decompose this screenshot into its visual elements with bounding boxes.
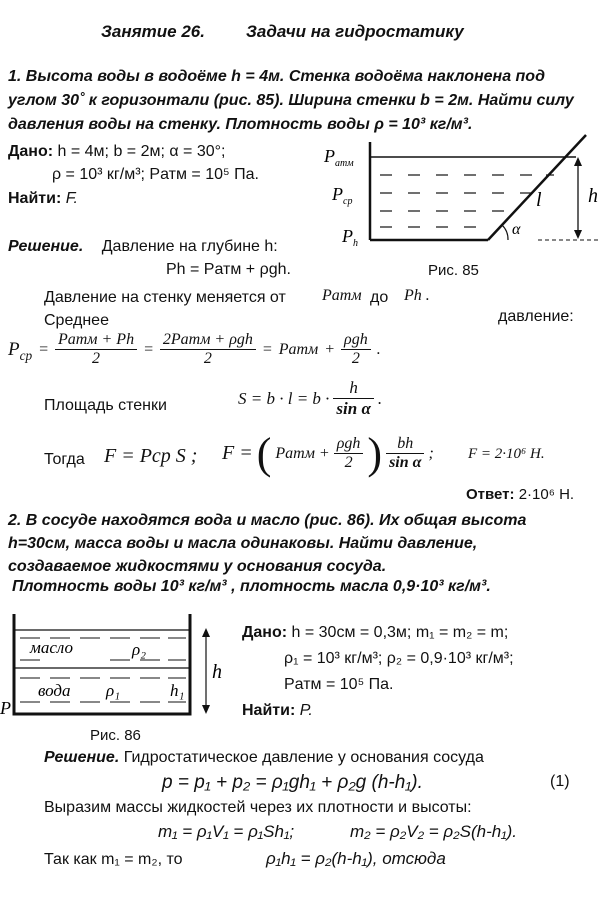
problem2-find-label: Найти: bbox=[242, 702, 296, 719]
lesson-topic: Задачи на гидростатику bbox=[246, 22, 464, 41]
problem1-find-value: F. bbox=[65, 190, 78, 207]
fig85-label-patm: $P_{атм}$ bbox=[324, 146, 354, 169]
problem2-densities: Плотность воды 10³ кг/м³ , плотность масла 0,9·10³ кг/м³. bbox=[12, 578, 491, 595]
fig85-label-ph: $P_h$ bbox=[342, 226, 358, 249]
since-equation: ρ₁h₁ = ρ₂(h-h₁), отсюда bbox=[266, 849, 446, 868]
equation-1-number: (1) bbox=[550, 773, 570, 790]
problem2-line-2: h=30см, масса воды и масла одинаковы. Найти давление, bbox=[8, 535, 478, 552]
area-label: Площадь стенки bbox=[44, 397, 167, 414]
formula-pavg: $P_{ср}$ = $\frac{\text{Pатм + Ph}}{2}$ = $\frac{\text{2Pатм + ρgh}}{2}$ = Pатм + $\frac{\text{ρgh}}{2}$ . bbox=[8, 331, 381, 367]
fig86-label-h1: h₁ bbox=[170, 681, 185, 700]
fig85-angle-arc bbox=[502, 225, 508, 240]
average-word: Среднее bbox=[44, 312, 109, 329]
problem2-find-value: P. bbox=[299, 702, 313, 719]
problem2-line-1: 2. В сосуде находятся вода и масло (рис. 86). Их общая высота bbox=[8, 512, 527, 529]
fig86-h-arrow-top bbox=[202, 628, 210, 637]
problem2-line-3: создаваемое жидкостями у основания сосуда. bbox=[8, 558, 387, 575]
pressure-change-text: Давление на стенку меняется от bbox=[44, 289, 286, 306]
equation-1: p = p₁ + p₂ = ρ₁gh₁ + ρ₂g (h-h₁). bbox=[162, 772, 423, 793]
problem2-given-label: Дано: bbox=[242, 624, 288, 641]
problem1-answer bbox=[466, 486, 574, 503]
formula-f1: F = Pср S ; bbox=[104, 445, 198, 467]
problem1-given-line2: ρ = 10³ кг/м³; Pатм = 10⁵ Па. bbox=[52, 166, 259, 183]
fig85-h-arrow-bottom bbox=[574, 230, 582, 239]
problem2-find bbox=[242, 702, 313, 720]
problem2-solution-text: Гидростатическое давление у основания сосуда bbox=[123, 749, 484, 766]
figure-85-caption: Рис. 85 bbox=[428, 262, 479, 279]
problem1-line-2: углом 30˚ к горизонтали (рис. 85). Ширина стенки b = 2м. Найти силу bbox=[8, 92, 574, 109]
problem1-solution-label: Решение. bbox=[8, 238, 84, 255]
fig86-label-water: вода bbox=[38, 681, 71, 700]
fig86-label-rho2: ρ₂ bbox=[132, 640, 147, 659]
problem2-given-line3: Pатм = 10⁵ Па. bbox=[284, 676, 394, 693]
equation-m1: m₁ = ρ₁V₁ = ρ₁Sh₁; bbox=[158, 822, 295, 841]
pressure-from: Pатм bbox=[322, 287, 362, 304]
problem1-solution-intro: Решение. Давление на глубине h: bbox=[8, 238, 278, 255]
answer-value: 2·10⁶ Н. bbox=[518, 486, 575, 503]
problem2-given-line2: ρ₁ = 10³ кг/м³; ρ₂ = 0,9·10³ кг/м³; bbox=[284, 650, 514, 667]
answer-label: Ответ: bbox=[466, 486, 515, 503]
fig85-slanted-wall bbox=[488, 135, 586, 240]
problem1-given-label: Дано: bbox=[8, 143, 54, 160]
pressure-to-word: до bbox=[370, 289, 389, 306]
figure-86 bbox=[0, 606, 240, 724]
problem1-line-3: давления воды на стенку. Плотность воды ρ = 10³ кг/м³. bbox=[8, 116, 473, 133]
fig85-label-l: l bbox=[536, 189, 542, 211]
fig86-label-h: h bbox=[212, 661, 222, 683]
problem1-find-label: Найти: bbox=[8, 190, 62, 207]
force-value: F = 2·10⁶ Н. bbox=[468, 446, 545, 462]
fig86-h-arrow-bottom bbox=[202, 705, 210, 714]
problem2-given bbox=[242, 624, 508, 642]
problem2-solution bbox=[44, 749, 484, 767]
lesson-number: Занятие 26. bbox=[101, 22, 205, 41]
fig85-label-h: h bbox=[588, 185, 598, 207]
problem1-find bbox=[8, 190, 78, 208]
figure-86-caption: Рис. 86 bbox=[90, 727, 141, 744]
formula-f2: F = ( Pатм + $\frac{\text{ρgh}}{2}$ ) $\frac{bh}{\text{sin α}}$ ; bbox=[222, 429, 434, 478]
fig85-water-dashes bbox=[380, 175, 554, 227]
fig85-label-pavg: $P_{ср}$ bbox=[332, 184, 353, 207]
mass-text: Выразим массы жидкостей через их плотности и высоты: bbox=[44, 799, 472, 816]
problem2-given-line1: h = 30см = 0,3м; m₁ = m₂ = m; bbox=[291, 624, 509, 641]
pressure-word: давление: bbox=[498, 308, 574, 325]
problem1-given bbox=[8, 143, 225, 161]
fig85-label-alpha: α bbox=[512, 221, 521, 238]
equation-m2: m₂ = ρ₂V₂ = ρ₂S(h-h₁). bbox=[350, 822, 517, 841]
problem1-line-1: 1. Высота воды в водоёме h = 4м. Стенка водоёма наклонена под bbox=[8, 68, 545, 85]
formula-area: S = b · l = b · $\frac{h}{\text{sin α}}$ . bbox=[238, 378, 383, 418]
fig86-label-oil: масло bbox=[30, 638, 74, 657]
then-label: Тогда bbox=[44, 451, 85, 468]
pressure-to: Ph . bbox=[404, 287, 430, 304]
since-text: Так как m₁ = m₂, то bbox=[44, 851, 183, 868]
fig85-h-arrow-top bbox=[574, 157, 582, 166]
problem1-given-line1: h = 4м; b = 2м; α = 30°; bbox=[57, 143, 226, 160]
problem2-solution-label: Решение. bbox=[44, 749, 120, 766]
formula-ph: Ph = Pатм + ρgh. bbox=[166, 261, 291, 278]
fig86-label-rho1: ρ₁ bbox=[106, 681, 121, 700]
fig86-label-p: P bbox=[0, 698, 11, 718]
